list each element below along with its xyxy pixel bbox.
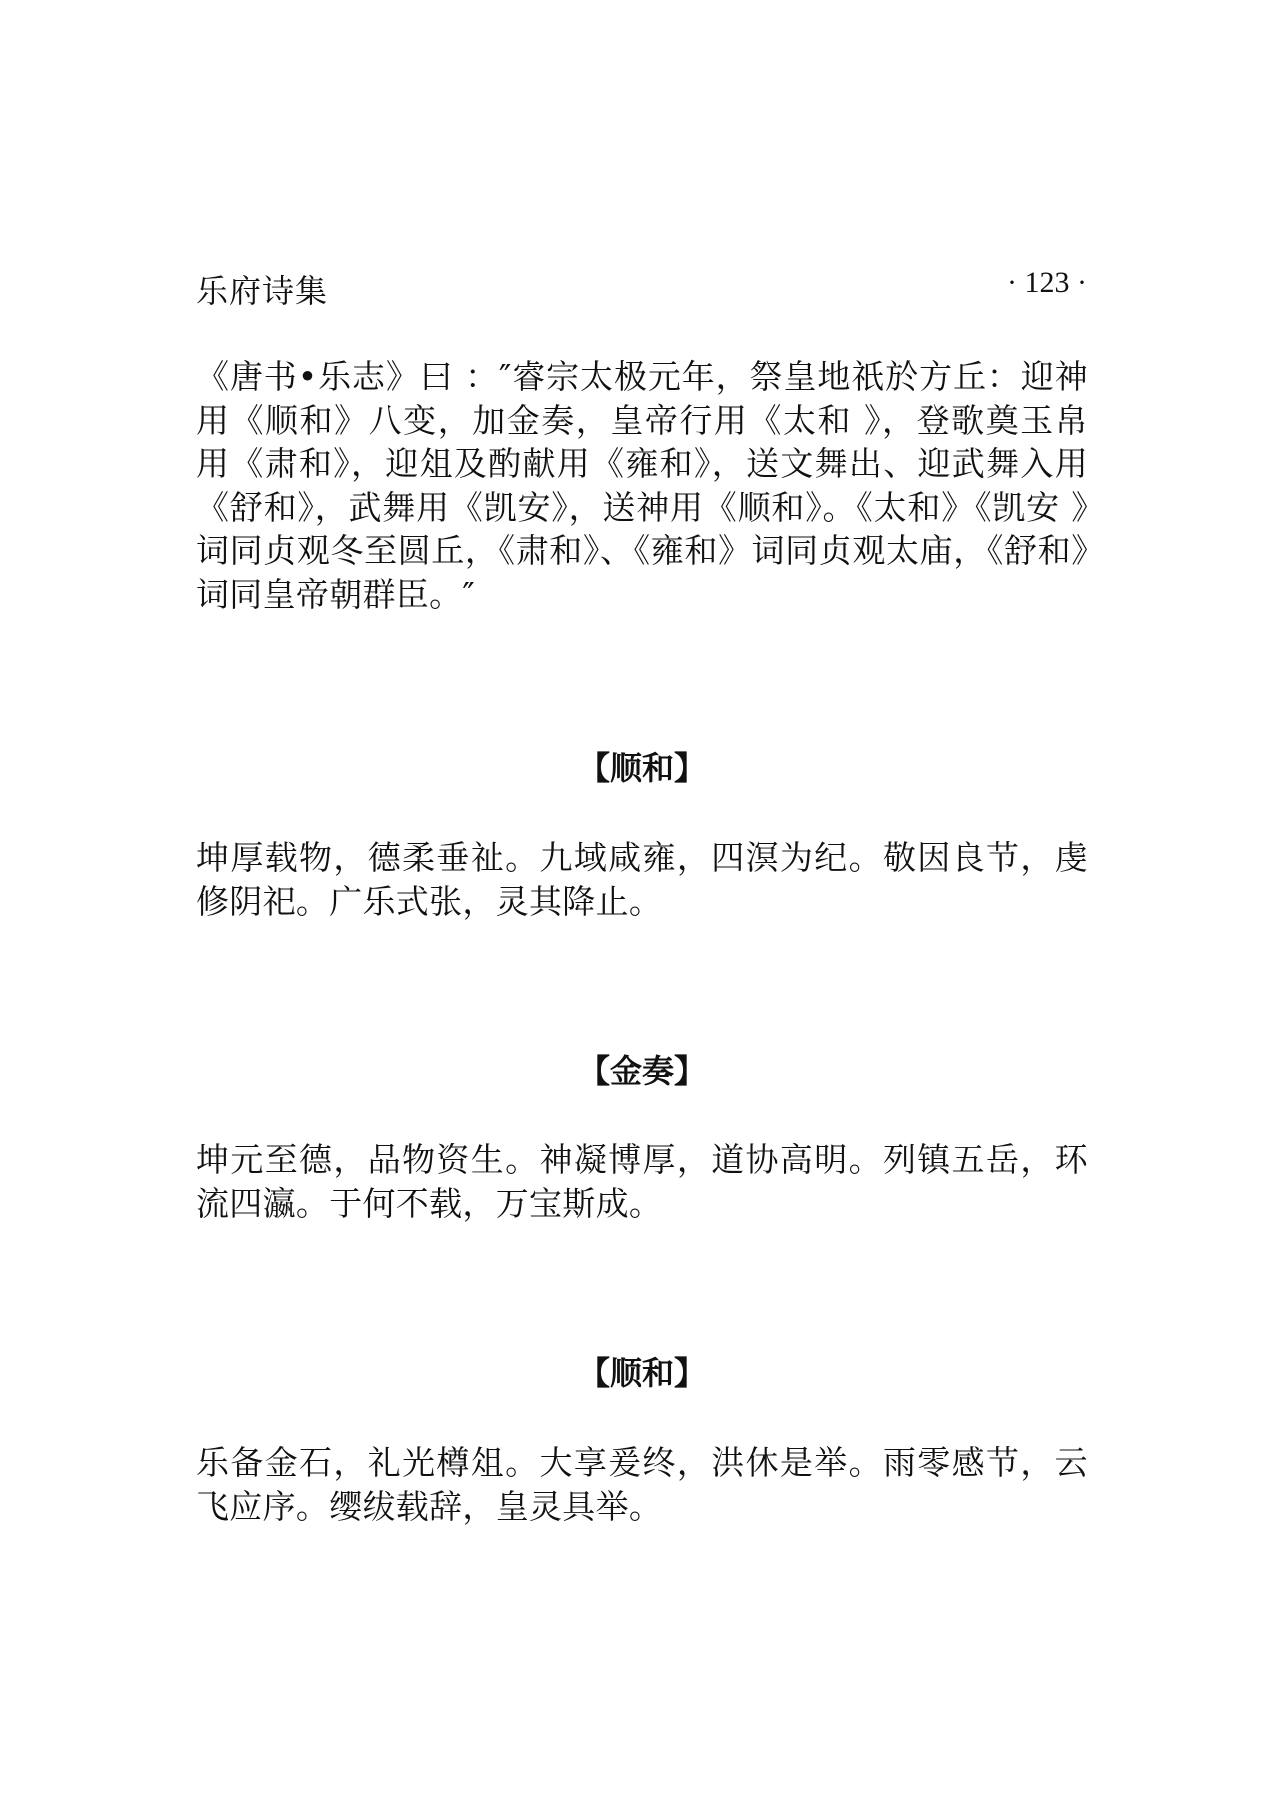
intro-paragraph: 《唐书•乐志》曰 ：″睿宗太极元年，祭皇地祇於方丘：迎神用《顺和》八变，加金奏，皇帝行用《太和 》，登歌奠玉帛用《肃和》，迎俎及酌献用《雍和》，送文舞出、迎武舞入用《舒和》，武舞用《凯安》，送神用《顺和》。《太和》《凯安 》词同贞观冬至圆丘，《肃和》、《雍和》词同贞观太庙，《舒和》词同皇帝朝群臣。″ [196,357,1088,614]
section-title: 【金奏】 [577,1052,706,1090]
section-title: 【顺和】 [577,1354,706,1392]
poem-text: 坤元至德，品物资生。神凝博厚，道协高明。列镇五岳，环流四瀛。于何不载，万宝斯成。 [196,1140,1088,1223]
page-number: · 123 · [1007,266,1087,299]
section-title: 【顺和】 [577,749,706,787]
book-title: 乐府诗集 [196,272,329,310]
poem-text: 乐备金石，礼光樽俎。大享爰终，洪休是举。雨零感节，云飞应序。缨绂载辞，皇灵具举。 [196,1443,1088,1526]
poem-text: 坤厚载物，德柔垂祉。九域咸雍，四溟为纪。敬因良节，虔修阴祀。广乐式张，灵其降止。 [196,838,1088,921]
page-header [196,266,1087,310]
